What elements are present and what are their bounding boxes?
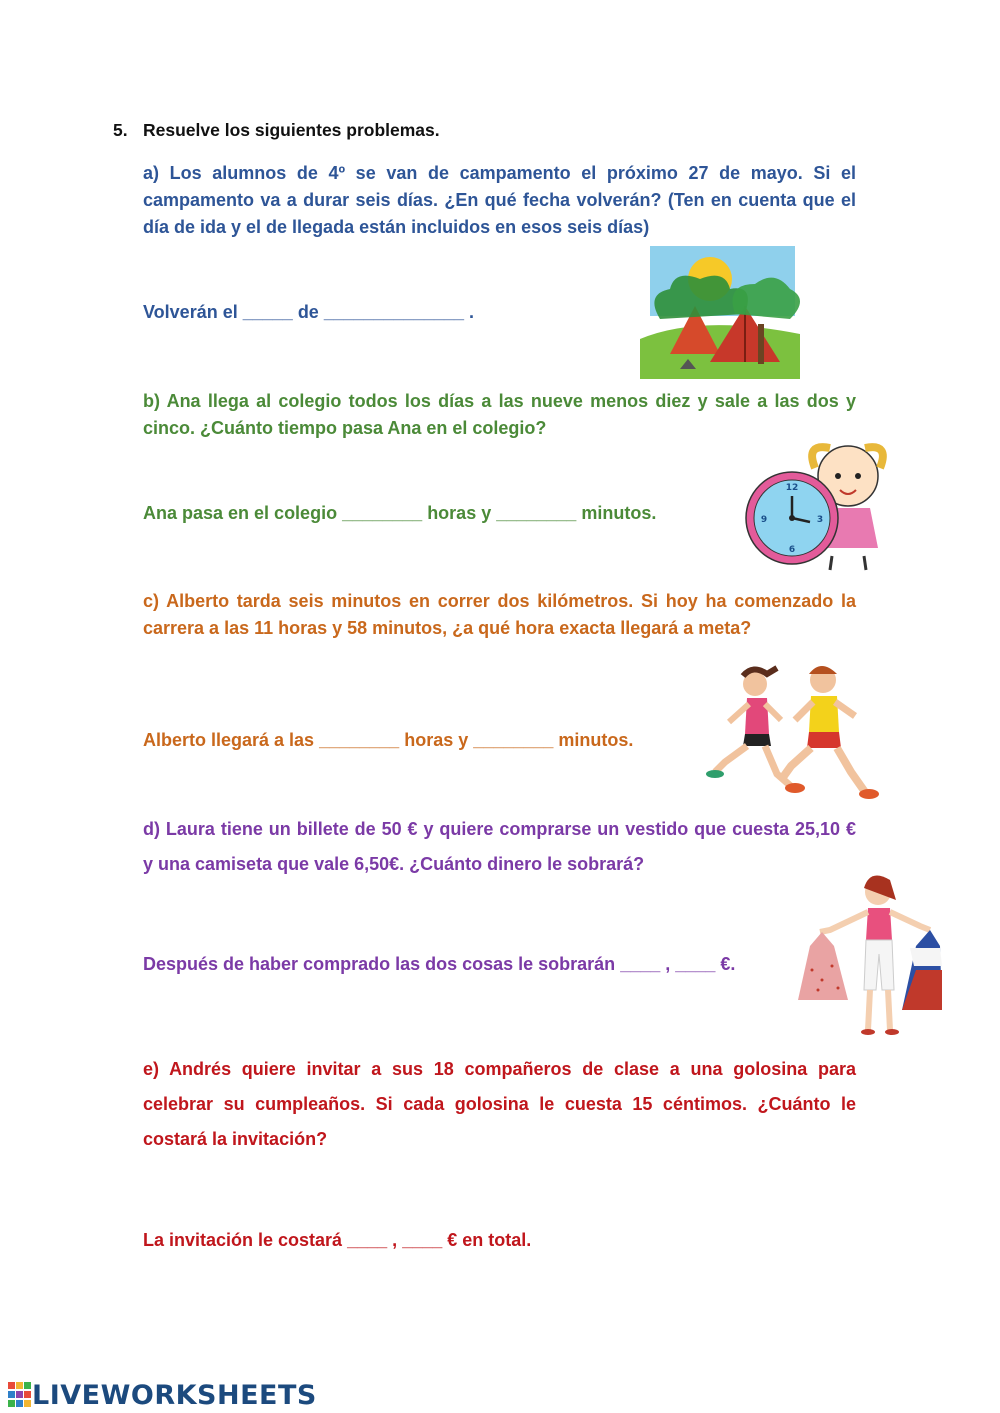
answer-text: € en total. [447, 1230, 532, 1250]
answer-blank-minutes[interactable]: ________ [473, 730, 554, 750]
answer-blank-day[interactable]: _____ [242, 302, 293, 322]
answer-blank-hours[interactable]: ________ [342, 503, 423, 523]
problem-c-question: c) Alberto tarda seis minutos en correr dos kilómetros. Si hoy ha comenzado la carrera a las 11 horas y 58 minutos, ¿a qué hora exacta llegará a meta? [143, 591, 856, 638]
answer-text: horas y [427, 503, 492, 523]
problem-c-answer [143, 730, 633, 751]
answer-blank-minutes[interactable]: ________ [496, 503, 577, 523]
answer-text: La invitación le costará [143, 1230, 343, 1250]
problem-d-answer [143, 954, 735, 975]
exercise-number: 5. [113, 120, 128, 140]
svg-text:3: 3 [816, 515, 824, 525]
answer-text: Ana pasa en el colegio [143, 503, 338, 523]
answer-text: €. [720, 954, 736, 974]
woman-with-dresses-illustration [790, 870, 950, 1040]
girl-with-clock-illustration [740, 438, 910, 573]
svg-text:9: 9 [760, 515, 768, 525]
answer-text: Después de haber comprado las dos cosas le sobrarán [143, 954, 616, 974]
answer-blank-cents[interactable]: ____ [402, 1230, 443, 1250]
answer-blank-hours[interactable]: ________ [319, 730, 400, 750]
problem-a-question: a) Los alumnos de 4º se van de campamento el próximo 27 de mayo. Si el campamento va a durar seis días. ¿En qué fecha volverán? (Ten en cuenta que el día de ida y el de llegada están incluidos en esos seis días) [143, 163, 856, 237]
answer-blank-euros[interactable]: ____ [347, 1230, 388, 1250]
svg-text:6: 6 [788, 545, 796, 555]
liveworksheets-brand: LIVEWORKSHEETS [32, 1379, 317, 1411]
problem-b-question: b) Ana llega al colegio todos los días a las nueve menos diez y sale a las dos y cinco. ¿Cuánto tiempo pasa Ana en el colegio? [143, 391, 856, 438]
answer-text: , [392, 1230, 398, 1250]
answer-text: . [469, 302, 475, 322]
answer-text: minutos. [558, 730, 634, 750]
answer-text: , [665, 954, 671, 974]
answer-text: Alberto llegará a las [143, 730, 315, 750]
exercise-heading [113, 120, 440, 141]
answer-text: minutos. [581, 503, 657, 523]
problem-d-question: d) Laura tiene un billete de 50 € y quiere comprarse un vestido que cuesta 25,10 € y una camiseta que vale 6,50€. ¿Cuánto dinero le sobrará? [143, 819, 856, 874]
liveworksheets-logo [8, 1380, 317, 1410]
liveworksheets-logo-icon [8, 1382, 32, 1408]
problem-a-answer [143, 302, 474, 323]
answer-text: horas y [404, 730, 469, 750]
svg-text:12: 12 [785, 483, 799, 493]
answer-blank-euros[interactable]: ____ [620, 954, 661, 974]
answer-blank-cents[interactable]: ____ [675, 954, 716, 974]
answer-text: de [297, 302, 319, 322]
exercise-title: Resuelve los siguientes problemas. [143, 120, 440, 140]
problem-b-answer [143, 503, 656, 524]
answer-blank-month[interactable]: ______________ [323, 302, 464, 322]
runners-illustration [705, 662, 880, 802]
answer-text: Volverán el [143, 302, 238, 322]
camping-tents-illustration [640, 244, 800, 379]
problem-e-answer [143, 1230, 531, 1251]
problem-e-question: e) Andrés quiere invitar a sus 18 compañeros de clase a una golosina para celebrar su cumpleaños. Si cada golosina le cuesta 15 céntimos. ¿Cuánto le costará la invitación? [143, 1059, 856, 1149]
